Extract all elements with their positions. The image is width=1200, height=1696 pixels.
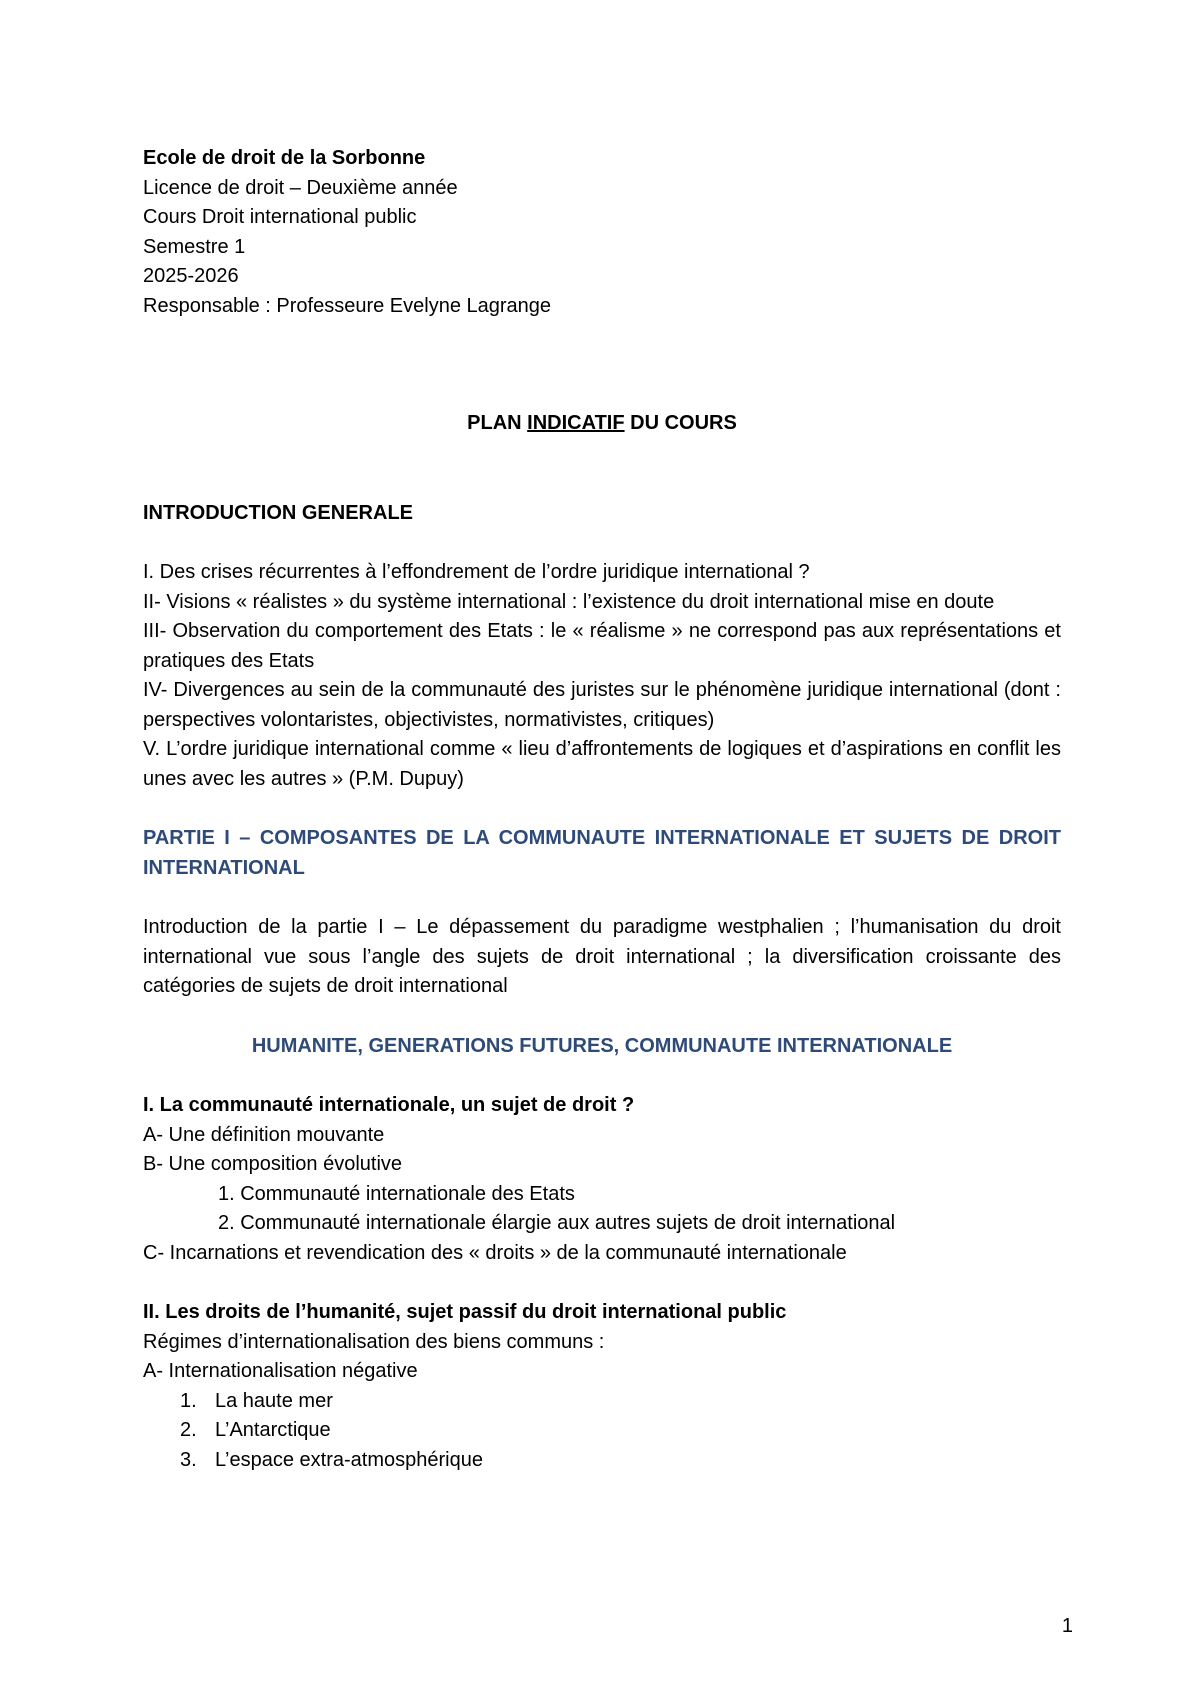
section2-heading: II. Les droits de l’humanité, sujet passif du droit international public [143, 1301, 787, 1323]
section2-regimes: Régimes d’internationalisation des biens communs : [143, 1330, 605, 1353]
section1-item-b2: 2. Communauté internationale élargie aux autres sujets de droit international [218, 1212, 896, 1234]
plan-title [143, 409, 1061, 439]
year-line: 2025-2026 [143, 265, 239, 287]
school-name: Ecole de droit de la Sorbonne [143, 147, 426, 169]
introduction-item: I. Des crises récurrentes à l’effondrement de l’ordre juridique international ? [143, 561, 810, 583]
partie1-subheading: HUMANITE, GENERATIONS FUTURES, COMMUNAUTE INTERNATIONALE [251, 1034, 953, 1057]
section1-item-b1: 1. Communauté internationale des Etats [218, 1182, 575, 1205]
list-item [180, 1446, 1061, 1476]
introduction-item: III- Observation du comportement des Etats : le « réalisme » ne correspond pas aux représentations et pratiques des Etats [143, 620, 1061, 672]
partie1-intro: Introduction de la partie I – Le dépassement du paradigme westphalien ; l’humanisation du droit international vue sous l’angle des sujets de droit international ; la diversification croissante des catégories de sujets de droit international [143, 916, 1061, 997]
responsible-line: Responsable : Professeure Evelyne Lagrange [143, 294, 552, 317]
section2-numbered-list [143, 1387, 1061, 1476]
section2 [143, 1298, 1061, 1475]
plan-title-part1: PLAN [467, 412, 528, 434]
section2-item-a: A- Internationalisation négative [143, 1360, 418, 1382]
plan-title-part2: DU COURS [624, 412, 737, 434]
list-item-text: L’espace extra-atmosphérique [215, 1448, 483, 1471]
semester-line: Semestre 1 [143, 235, 246, 258]
list-item-text: La haute mer [215, 1389, 333, 1412]
page-number: 1 [1061, 1615, 1073, 1637]
section1 [143, 1091, 1061, 1268]
list-item-number: 2. [180, 1419, 197, 1441]
section1-heading: I. La communauté internationale, un sujet de droit ? [143, 1094, 635, 1116]
course-line: Cours Droit international public [143, 206, 417, 228]
section1-item-a: A- Une définition mouvante [143, 1123, 385, 1146]
introduction-heading: INTRODUCTION GENERALE [143, 501, 413, 524]
partie1-heading: PARTIE I – COMPOSANTES DE LA COMMUNAUTE INTERNATIONALE ET SUJETS DE DROIT INTERNATIONAL [143, 827, 1061, 879]
header-block [143, 144, 1061, 321]
section1-item-b: B- Une composition évolutive [143, 1153, 403, 1175]
list-item [180, 1416, 1061, 1446]
section1-item-c: C- Incarnations et revendication des « droits » de la communauté internationale [143, 1241, 847, 1264]
list-item-number: 3. [180, 1448, 197, 1471]
introduction-item: II- Visions « réalistes » du système international : l’existence du droit international mise en doute [143, 590, 995, 613]
introduction-item: IV- Divergences au sein de la communauté des juristes sur le phénomène juridique international (dont : perspectives volontaristes, objectivistes, normativistes, critiques) [143, 679, 1061, 731]
introduction-item: V. L’ordre juridique international comme « lieu d’affrontements de logiques et d’aspirations en conflit les unes avec les autres » (P.M. Dupuy) [143, 738, 1061, 790]
list-item [180, 1387, 1061, 1417]
degree-line: Licence de droit – Deuxième année [143, 176, 458, 199]
introduction-list [143, 558, 1061, 794]
list-item-text: L’Antarctique [215, 1419, 331, 1441]
list-item-number: 1. [180, 1389, 197, 1412]
plan-title-underlined: INDICATIF [527, 412, 625, 434]
